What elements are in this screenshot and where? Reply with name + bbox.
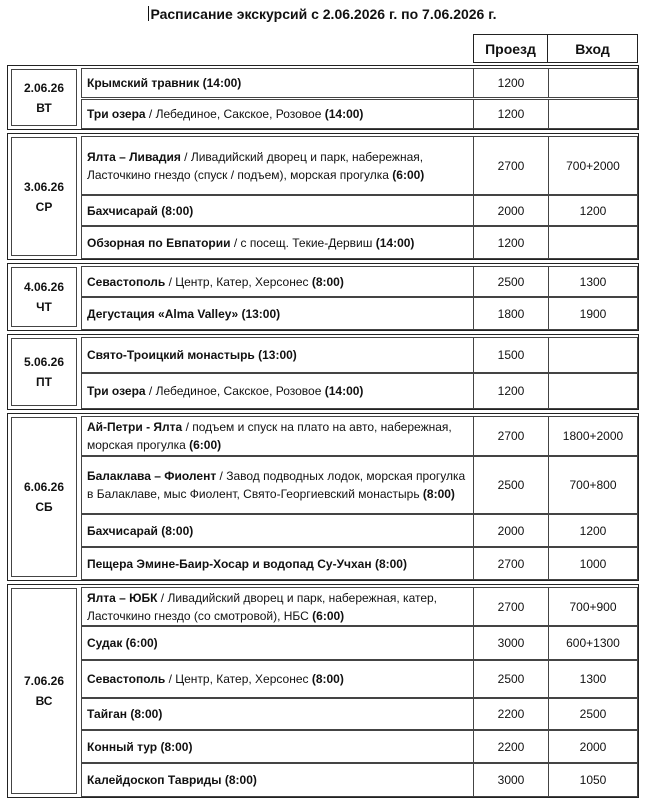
fare-cell: 2700 [473, 416, 548, 456]
excursion-name-cell [81, 297, 473, 330]
excursion-title-part: (6:00) [312, 608, 345, 623]
entry-cell: 1800+2000 [548, 416, 638, 456]
entry-cell: 700+800 [548, 456, 638, 514]
fare-cell: 2000 [473, 195, 548, 226]
entry-cell [548, 226, 638, 259]
excursion-name-cell [81, 99, 473, 129]
entry-cell [548, 373, 638, 409]
page-title [0, 6, 645, 22]
excursion-title-part: Судак (6:00) [87, 636, 158, 650]
excursion-row [81, 373, 638, 409]
entry-cell [548, 337, 638, 373]
excursion-name [87, 670, 344, 688]
excursion-title-part: Три озера [87, 107, 146, 121]
excursion-title-part: Дегустация «Alma Valley» (13:00) [87, 306, 281, 321]
entry-cell [548, 99, 638, 129]
date-text: 6.06.26 [23, 480, 65, 494]
fare-cell: 2700 [473, 587, 548, 626]
excursion-name [87, 273, 344, 291]
excursion-title-part: Ялта – Ливадия [87, 149, 181, 164]
entry-header: Вход [547, 34, 638, 63]
excursion-title-part: Ай-Петри - Ялта [87, 420, 183, 434]
excursion-row [81, 68, 638, 98]
fare-cell: 1500 [473, 337, 548, 373]
weekday-text: СР [35, 199, 53, 214]
fare-cell: 2500 [473, 266, 548, 297]
fare-header: Проезд [473, 34, 548, 63]
fare-cell: 1200 [473, 373, 548, 409]
entry-cell: 1050 [548, 763, 638, 797]
excursion-row [81, 730, 638, 763]
excursion-name-cell [81, 337, 473, 373]
date-cell [11, 267, 77, 327]
excursion-name [87, 202, 193, 220]
weekday-text: ПТ [36, 375, 52, 389]
excursion-details-part: / Лебединое, Сакское, Розовое [145, 107, 325, 121]
date-text: 2.06.26 [23, 80, 65, 95]
date-text: 3.06.26 [23, 179, 65, 194]
excursion-name [87, 634, 158, 652]
excursion-details-part: / Ливадийский дворец и парк, набережная, Ласточкино гнездо (спуск / подъем), морская прогулка [87, 149, 424, 182]
entry-cell: 600+1300 [548, 626, 638, 660]
fare-cell: 2200 [473, 730, 548, 763]
fare-cell: 2700 [473, 136, 548, 195]
excursion-name [87, 148, 468, 184]
excursion-name [87, 771, 257, 789]
entry-cell: 1300 [548, 660, 638, 698]
excursion-name [87, 105, 363, 123]
excursion-row [81, 99, 638, 129]
entry-cell: 1000 [548, 547, 638, 580]
excursion-title-part: Ялта – ЮБК [87, 590, 158, 605]
excursion-name-cell [81, 763, 473, 797]
excursion-name-cell [81, 660, 473, 698]
excursion-row [81, 626, 638, 660]
excursion-name-cell [81, 514, 473, 547]
excursion-name-cell [81, 373, 473, 409]
excursion-name-cell [81, 626, 473, 660]
excursion-name [87, 346, 297, 364]
entry-cell [548, 68, 638, 98]
excursion-title-part: Бахчисарай (8:00) [87, 523, 194, 538]
date-text: 7.06.26 [23, 674, 65, 688]
excursion-row [81, 547, 638, 580]
date-text: 4.06.26 [23, 280, 65, 294]
excursion-row [81, 698, 638, 730]
excursion-row [81, 337, 638, 373]
excursion-title-part: Тайган (8:00) [87, 707, 163, 721]
fare-cell: 2500 [473, 660, 548, 698]
excursion-row [81, 660, 638, 698]
fare-cell: 1800 [473, 297, 548, 330]
entry-cell: 2000 [548, 730, 638, 763]
excursion-details-part: / с посещ. Текие-Дервиш [230, 235, 376, 250]
excursion-name-cell [81, 195, 473, 226]
excursion-name-cell [81, 587, 473, 626]
excursion-row [81, 266, 638, 297]
excursion-title-part: (14:00) [324, 107, 364, 121]
excursion-row [81, 587, 638, 626]
excursion-name [87, 234, 414, 252]
weekday-text: ВС [35, 694, 53, 708]
weekday-text: ВТ [36, 100, 52, 115]
excursion-title-part: (14:00) [324, 384, 364, 398]
excursion-row [81, 136, 638, 195]
excursion-row [81, 226, 638, 259]
excursion-name-cell [81, 730, 473, 763]
excursion-name-cell [81, 266, 473, 297]
excursion-row [81, 195, 638, 226]
excursion-name-cell [81, 416, 473, 456]
weekday-text: ЧТ [36, 300, 52, 314]
fare-cell: 2500 [473, 456, 548, 514]
excursion-name [87, 705, 162, 723]
date-cell [11, 338, 77, 406]
date-cell [11, 588, 77, 794]
excursion-name [87, 738, 192, 756]
title-text: Расписание экскурсий с 2.06.2026 г. по 7.06.2026 г. [150, 6, 497, 22]
excursion-title-part: Пещера Эмине-Баир-Хосар и водопад Су-Учхан (8:00) [87, 556, 407, 571]
excursion-row [81, 763, 638, 797]
excursion-title-part: Три озера [87, 384, 146, 398]
excursion-name [87, 589, 468, 625]
fare-cell: 2700 [473, 547, 548, 580]
excursion-row [81, 297, 638, 330]
excursion-name-cell [81, 226, 473, 259]
excursion-name [87, 418, 468, 454]
excursion-name-cell [81, 68, 473, 98]
date-text: 5.06.26 [23, 355, 65, 369]
fare-cell: 1200 [473, 226, 548, 259]
excursion-name [87, 305, 280, 323]
excursion-row [81, 416, 638, 456]
excursion-title-part: (8:00) [311, 672, 344, 686]
excursion-title-part: Севастополь [87, 274, 166, 289]
excursion-name-cell [81, 456, 473, 514]
date-cell [11, 69, 77, 126]
excursion-title-part: Бахчисарай (8:00) [87, 203, 194, 218]
excursion-title-part: Свято-Троицкий монастырь (13:00) [87, 348, 297, 362]
excursion-name [87, 382, 363, 400]
excursion-details-part: / Ливадийский дворец и парк, набережная, катер, Ласточкино гнездо (со смотровой), НБС [87, 590, 438, 623]
excursion-name-cell [81, 698, 473, 730]
excursion-details-part: / Лебединое, Сакское, Розовое [145, 384, 325, 398]
fare-cell: 3000 [473, 626, 548, 660]
entry-cell: 700+2000 [548, 136, 638, 195]
excursion-title-part: (6:00) [392, 167, 425, 182]
excursion-details-part: / Центр, Катер, Херсонес [165, 672, 312, 686]
day-block [7, 65, 639, 130]
date-cell [11, 417, 77, 577]
date-cell [11, 137, 77, 256]
excursion-row [81, 456, 638, 514]
weekday-text: СБ [35, 500, 53, 514]
excursion-title-part: Обзорная по Евпатории [87, 235, 231, 250]
excursion-title-part: Балаклава – Фиолент [87, 469, 217, 483]
excursion-name [87, 467, 468, 503]
excursion-title-part: (8:00) [422, 487, 455, 501]
excursion-title-part: Крымский травник (14:00) [87, 76, 242, 90]
entry-cell: 2500 [548, 698, 638, 730]
fare-cell: 1200 [473, 99, 548, 129]
excursion-details-part: / Центр, Катер, Херсонес [165, 274, 312, 289]
entry-cell: 700+900 [548, 587, 638, 626]
excursion-details-part: / Завод подводных лодок, морская прогулка в Балаклаве, мыс Фиолент, Свято-Георгиевский монастырь [87, 469, 466, 501]
excursion-row [81, 514, 638, 547]
fare-cell: 2000 [473, 514, 548, 547]
day-block [7, 413, 639, 581]
excursion-name-cell [81, 547, 473, 580]
fare-cell: 2200 [473, 698, 548, 730]
excursion-title-part: Севастополь [87, 672, 166, 686]
excursion-name-cell [81, 136, 473, 195]
fare-cell: 3000 [473, 763, 548, 797]
excursion-title-part: (6:00) [189, 438, 222, 452]
day-block [7, 263, 639, 331]
excursion-title-part: (8:00) [311, 274, 344, 289]
excursion-name [87, 522, 193, 540]
excursion-title-part: (14:00) [375, 235, 415, 250]
entry-cell: 1200 [548, 195, 638, 226]
day-block [7, 584, 639, 798]
day-block [7, 133, 639, 260]
excursion-name [87, 555, 407, 573]
entry-cell: 1300 [548, 266, 638, 297]
excursion-title-part: Калейдоскоп Тавриды (8:00) [87, 773, 257, 787]
entry-cell: 1200 [548, 514, 638, 547]
fare-cell: 1200 [473, 68, 548, 98]
excursion-name [87, 74, 241, 92]
day-block [7, 334, 639, 410]
excursion-title-part: Конный тур (8:00) [87, 739, 193, 754]
entry-cell: 1900 [548, 297, 638, 330]
excursion-details-part: / подъем и спуск на плато на авто, набережная, морская прогулка [87, 420, 452, 452]
